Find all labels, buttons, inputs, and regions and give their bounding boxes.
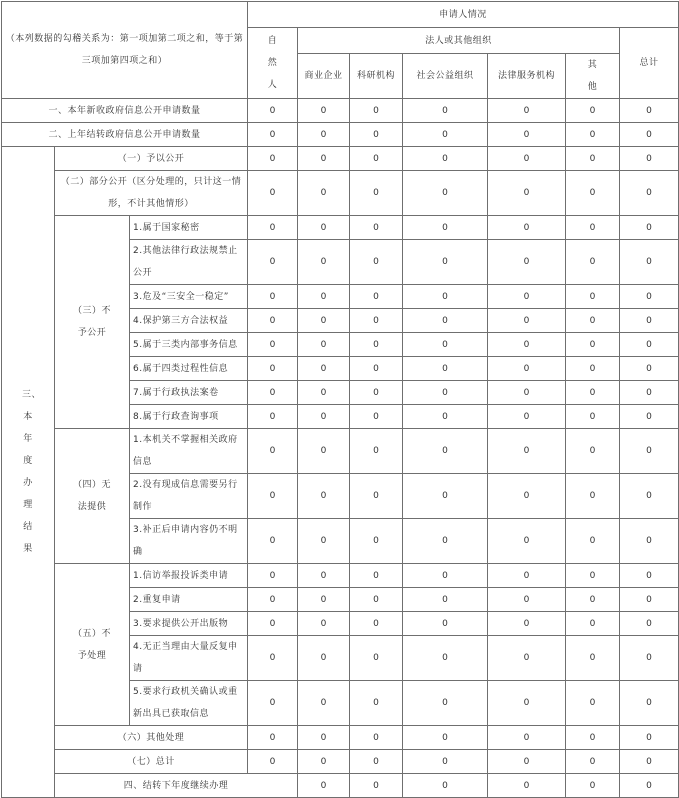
- cell: 0: [403, 681, 488, 726]
- cell: 0: [403, 726, 488, 750]
- row-label: 2.没有现成信息需要另行制作: [130, 474, 248, 519]
- header-legal-service: 法律服务机构: [488, 54, 566, 99]
- row-label: 3.补正后申请内容仍不明确: [130, 519, 248, 564]
- cell: 0: [350, 405, 403, 429]
- cell: 0: [620, 429, 679, 474]
- table-row: [2, 564, 679, 588]
- cell: 0: [403, 123, 488, 147]
- cell: 0: [350, 147, 403, 171]
- cell: 0: [298, 99, 350, 123]
- subsection-3-4-label: （四）无法提供: [55, 429, 130, 564]
- cell: 0: [403, 240, 488, 285]
- cell: 0: [566, 612, 620, 636]
- cell: 0: [248, 519, 298, 564]
- subsection-3-3-label: （三）不予公开: [55, 216, 130, 429]
- cell: 0: [566, 147, 620, 171]
- cell: 0: [248, 216, 298, 240]
- row-label: （一）予以公开: [55, 147, 248, 171]
- cell: 0: [566, 309, 620, 333]
- header-applicant-group: 申请人情况: [248, 2, 679, 28]
- cell: 0: [566, 171, 620, 216]
- header-legal-group: 法人或其他组织: [298, 28, 620, 54]
- row-label: 3.要求提供公开出版物: [130, 612, 248, 636]
- cell: 0: [350, 636, 403, 681]
- cell: 0: [350, 309, 403, 333]
- cell: 0: [620, 147, 679, 171]
- cell: 0: [350, 99, 403, 123]
- cell: 0: [620, 588, 679, 612]
- cell: 0: [403, 147, 488, 171]
- table-row: [2, 147, 679, 171]
- cell: 0: [488, 588, 566, 612]
- cell: 0: [248, 474, 298, 519]
- row-label: 二、上年结转政府信息公开申请数量: [2, 123, 248, 147]
- cell: 0: [620, 612, 679, 636]
- table-row: [2, 429, 679, 474]
- row-label: 4.保护第三方合法权益: [130, 309, 248, 333]
- cell: 0: [566, 333, 620, 357]
- subsection-3-5-label: （五）不予处理: [55, 564, 130, 726]
- cell: 0: [350, 774, 403, 798]
- cell: 0: [298, 405, 350, 429]
- cell: 0: [298, 171, 350, 216]
- cell: 0: [488, 240, 566, 285]
- cell: 0: [298, 726, 350, 750]
- cell: 0: [620, 216, 679, 240]
- cell: 0: [566, 564, 620, 588]
- cell: 0: [488, 750, 566, 774]
- cell: 0: [248, 564, 298, 588]
- row-label: 一、本年新收政府信息公开申请数量: [2, 99, 248, 123]
- cell: 0: [403, 519, 488, 564]
- row-label: 5.属于三类内部事务信息: [130, 333, 248, 357]
- section-3-label: 三、本年度办理结果: [2, 147, 55, 798]
- cell: 0: [488, 216, 566, 240]
- cell: 0: [248, 123, 298, 147]
- cell: 0: [403, 357, 488, 381]
- cell: 0: [566, 240, 620, 285]
- cell: 0: [298, 612, 350, 636]
- row-label: （七）总计: [55, 750, 248, 774]
- information-disclosure-table: [1, 1, 679, 798]
- cell: 0: [488, 405, 566, 429]
- cell: 0: [248, 612, 298, 636]
- cell: 0: [488, 429, 566, 474]
- table-row: [2, 726, 679, 750]
- header-other: 其他: [566, 54, 620, 99]
- cell: 0: [298, 123, 350, 147]
- cell: 0: [488, 474, 566, 519]
- cell: 0: [248, 171, 298, 216]
- cell: 0: [350, 750, 403, 774]
- row-label: 8.属于行政查询事项: [130, 405, 248, 429]
- row-label: 4.无正当理由大量反复申请: [130, 636, 248, 681]
- cell: 0: [620, 309, 679, 333]
- cell: 0: [350, 612, 403, 636]
- row-label: 3.危及“三安全一稳定”: [130, 285, 248, 309]
- cell: 0: [298, 240, 350, 285]
- cell: 0: [350, 123, 403, 147]
- cell: 0: [566, 519, 620, 564]
- cell: 0: [488, 99, 566, 123]
- cell: 0: [620, 636, 679, 681]
- table-row: [2, 171, 679, 216]
- cell: 0: [566, 636, 620, 681]
- cell: 0: [403, 774, 488, 798]
- cell: 0: [488, 564, 566, 588]
- cell: 0: [488, 612, 566, 636]
- cell: 0: [248, 285, 298, 309]
- cell: 0: [298, 357, 350, 381]
- table-row: [2, 774, 679, 798]
- cell: 0: [248, 588, 298, 612]
- cell: 0: [248, 405, 298, 429]
- header-note: （本列数据的勾稽关系为：第一项加第二项之和，等于第三项加第四项之和）: [2, 2, 248, 99]
- cell: 0: [403, 216, 488, 240]
- cell: 0: [350, 564, 403, 588]
- cell: 0: [620, 381, 679, 405]
- cell: 0: [403, 171, 488, 216]
- cell: 0: [566, 357, 620, 381]
- cell: 0: [350, 240, 403, 285]
- header-total: 总计: [620, 28, 679, 99]
- row-label: 2.重复申请: [130, 588, 248, 612]
- cell: 0: [620, 333, 679, 357]
- row-label: 5.要求行政机关确认或重新出具已获取信息: [130, 681, 248, 726]
- cell: 0: [350, 216, 403, 240]
- cell: 0: [488, 357, 566, 381]
- cell: 0: [488, 519, 566, 564]
- cell: 0: [350, 171, 403, 216]
- cell: 0: [350, 357, 403, 381]
- cell: 0: [566, 588, 620, 612]
- cell: 0: [488, 381, 566, 405]
- cell: 0: [566, 99, 620, 123]
- row-label: （六）其他处理: [55, 726, 248, 750]
- row-label: 7.属于行政执法案卷: [130, 381, 248, 405]
- cell: 0: [248, 381, 298, 405]
- header-commercial: 商业企业: [298, 54, 350, 99]
- cell: 0: [403, 285, 488, 309]
- cell: 0: [566, 726, 620, 750]
- cell: 0: [620, 681, 679, 726]
- row-label: 1.属于国家秘密: [130, 216, 248, 240]
- cell: 0: [620, 405, 679, 429]
- cell: 0: [403, 564, 488, 588]
- row-label: 6.属于四类过程性信息: [130, 357, 248, 381]
- cell: 0: [350, 333, 403, 357]
- cell: 0: [248, 357, 298, 381]
- row-label: 1.信访举报投诉类申请: [130, 564, 248, 588]
- cell: 0: [248, 309, 298, 333]
- cell: 0: [566, 474, 620, 519]
- cell: 0: [620, 774, 679, 798]
- row-label: 1.本机关不掌握相关政府信息: [130, 429, 248, 474]
- cell: 0: [488, 636, 566, 681]
- cell: 0: [298, 333, 350, 357]
- cell: 0: [488, 309, 566, 333]
- cell: 0: [248, 99, 298, 123]
- cell: 0: [488, 123, 566, 147]
- cell: 0: [488, 333, 566, 357]
- cell: 0: [298, 147, 350, 171]
- cell: 0: [488, 171, 566, 216]
- cell: 0: [488, 774, 566, 798]
- cell: 0: [298, 519, 350, 564]
- cell: 0: [403, 333, 488, 357]
- table-row: [2, 123, 679, 147]
- cell: 0: [620, 240, 679, 285]
- cell: 0: [488, 147, 566, 171]
- cell: 0: [248, 681, 298, 726]
- cell: 0: [248, 726, 298, 750]
- cell: 0: [566, 381, 620, 405]
- cell: 0: [566, 405, 620, 429]
- cell: 0: [248, 636, 298, 681]
- cell: 0: [298, 216, 350, 240]
- cell: 0: [488, 285, 566, 309]
- cell: 0: [620, 726, 679, 750]
- cell: 0: [298, 309, 350, 333]
- cell: 0: [350, 285, 403, 309]
- cell: 0: [248, 240, 298, 285]
- cell: 0: [620, 519, 679, 564]
- cell: 0: [566, 774, 620, 798]
- cell: 0: [403, 750, 488, 774]
- header-natural-person: 自然人: [248, 28, 298, 99]
- header-research: 科研机构: [350, 54, 403, 99]
- cell: 0: [298, 381, 350, 405]
- cell: 0: [566, 681, 620, 726]
- cell: 0: [298, 750, 350, 774]
- cell: 0: [248, 750, 298, 774]
- cell: 0: [403, 474, 488, 519]
- cell: 0: [566, 216, 620, 240]
- cell: 0: [248, 429, 298, 474]
- cell: 0: [403, 309, 488, 333]
- cell: 0: [620, 750, 679, 774]
- cell: 0: [350, 474, 403, 519]
- table-row: [2, 99, 679, 123]
- table-row: [2, 216, 679, 240]
- cell: 0: [298, 429, 350, 474]
- cell: 0: [403, 99, 488, 123]
- cell: 0: [620, 99, 679, 123]
- cell: 0: [620, 564, 679, 588]
- cell: 0: [488, 681, 566, 726]
- cell: 0: [566, 750, 620, 774]
- cell: 0: [566, 285, 620, 309]
- cell: 0: [350, 681, 403, 726]
- cell: 0: [403, 588, 488, 612]
- cell: 0: [620, 171, 679, 216]
- cell: 0: [298, 588, 350, 612]
- cell: 0: [298, 474, 350, 519]
- row-label: 2.其他法律行政法规禁止公开: [130, 240, 248, 285]
- cell: 0: [620, 357, 679, 381]
- cell: 0: [350, 519, 403, 564]
- cell: 0: [403, 429, 488, 474]
- cell: 0: [620, 123, 679, 147]
- cell: 0: [403, 636, 488, 681]
- cell: 0: [403, 405, 488, 429]
- cell: 0: [298, 774, 350, 798]
- table-row: [2, 750, 679, 774]
- cell: 0: [350, 588, 403, 612]
- header-social: 社会公益组织: [403, 54, 488, 99]
- cell: 0: [403, 612, 488, 636]
- row-label: （二）部分公开（区分处理的，只计这一情形，不计其他情形）: [55, 171, 248, 216]
- cell: 0: [350, 726, 403, 750]
- cell: 0: [620, 474, 679, 519]
- cell: 0: [620, 285, 679, 309]
- cell: 0: [298, 636, 350, 681]
- cell: 0: [298, 564, 350, 588]
- cell: 0: [403, 381, 488, 405]
- cell: 0: [566, 429, 620, 474]
- cell: 0: [298, 285, 350, 309]
- row-label: 四、结转下年度继续办理: [55, 774, 298, 798]
- cell: 0: [248, 147, 298, 171]
- cell: 0: [350, 429, 403, 474]
- cell: 0: [488, 726, 566, 750]
- cell: 0: [248, 333, 298, 357]
- cell: 0: [566, 123, 620, 147]
- cell: 0: [298, 681, 350, 726]
- cell: 0: [350, 381, 403, 405]
